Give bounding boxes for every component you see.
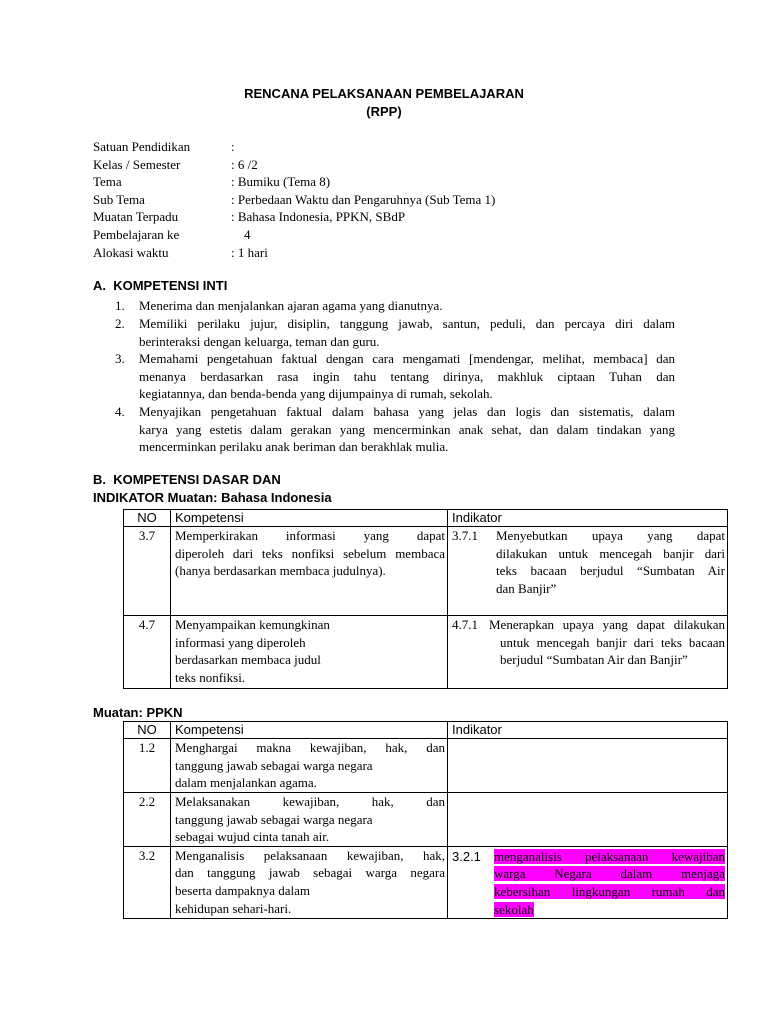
cell-line: untuk mencegah banjir dari teks bacaan [500, 634, 725, 650]
table-row [124, 616, 728, 689]
cell-line [490, 883, 727, 901]
cell-indikator [448, 846, 728, 918]
table-header-row [124, 722, 728, 739]
table-header-row [124, 510, 728, 527]
cell-line: berjudul “Sumbatan Air dan Banjir” [500, 652, 688, 668]
column-header-indikator: Indikator [448, 510, 728, 527]
section-b-subheading: INDIKATOR Muatan: Bahasa Indonesia [93, 490, 332, 505]
table-row [124, 846, 728, 918]
table-bahasa-indonesia [123, 509, 728, 689]
column-header-kompetensi: Kompetensi [171, 722, 448, 739]
column-header-indikator: Indikator [448, 722, 728, 739]
muatan-ppkn-heading: Muatan: PPKN [93, 705, 183, 720]
list-item-line: mencerminkan perilaku anak beriman dan berakhlak mulia. [139, 439, 449, 455]
indicator-number: 4.7.1 [452, 617, 478, 632]
cell-line: dan tanggung jawab sebagai warga negara [175, 865, 445, 881]
column-header-no: NO [124, 722, 171, 739]
list-item-line: kegiatannya, dan benda-benda yang dijumpainya di rumah, sekolah. [139, 386, 493, 402]
identity-value: 4 [231, 226, 251, 242]
table-ppkn [123, 721, 728, 919]
cell-line: tanggung jawab sebagai warga negara [175, 811, 373, 827]
cell-line: Menyampaikan kemungkinan [175, 617, 330, 632]
highlighted-text: kebersihan lingkungan rumah dan [494, 883, 725, 899]
indicator-number: 3.2.1 [452, 848, 481, 864]
identity-row [93, 191, 693, 209]
table-row [124, 739, 728, 793]
cell-indikator [448, 739, 728, 793]
identity-value: : 1 hari [231, 244, 268, 260]
identity-value: : Bumiku (Tema 8) [231, 174, 331, 190]
cell-line: dan Banjir” [496, 580, 557, 596]
cell-line: berdasarkan membaca judul [175, 652, 321, 668]
cell-line: Menyebutkan upaya yang dapat [496, 528, 725, 543]
list-item-number: 4. [115, 404, 125, 419]
cell-line: Memperkirakan informasi yang dapat [175, 528, 445, 543]
highlighted-text: warga Negara dalam menjaga [494, 866, 725, 882]
highlighted-text: menganalisis pelaksanaan kewajiban [494, 848, 725, 864]
cell-line: teks bacaan berjudul “Sumbatan Air [496, 563, 725, 579]
identity-value: : [231, 139, 235, 154]
identity-label: Muatan Terpadu [93, 209, 179, 225]
cell-no: 3.7 [124, 527, 171, 616]
list-item-line: Memahami pengetahuan faktual dengan cara mengamati [mendengar, melihat, membaca] dan [139, 351, 675, 366]
list-item-number: 1. [115, 298, 125, 313]
cell-no: 3.2 [124, 846, 171, 918]
list-item-line: Menerima dan menjalankan ajaran agama yang dianutnya. [139, 298, 443, 313]
list-item-line: menanya berdasarkan rasa ingin tahu tentang dirinya, makhluk ciptaan Tuhan dan [139, 368, 675, 384]
identity-row [93, 156, 693, 174]
list-item-line: Memiliki perilaku jujur, disiplin, tanggung jawab, santun, peduli, dan percaya diri dalam [139, 316, 675, 331]
document-subtitle: (RPP) [366, 104, 402, 119]
cell-no: 2.2 [124, 793, 171, 847]
cell-line: sebagai wujud cinta tanah air. [175, 829, 330, 845]
identity-row [93, 226, 693, 244]
identity-block [93, 138, 693, 261]
highlighted-text: sekolah [494, 901, 534, 917]
cell-kompetensi [171, 616, 448, 689]
section-b-heading: B. KOMPETENSI DASAR DAN [93, 472, 281, 487]
cell-no: 4.7 [124, 616, 171, 689]
identity-label: Pembelajaran ke [93, 226, 180, 242]
cell-kompetensi [171, 527, 448, 616]
column-header-no: NO [124, 510, 171, 527]
identity-label: Satuan Pendidikan [93, 139, 191, 154]
identity-value: : 6 /2 [231, 156, 258, 172]
identity-row [93, 244, 693, 262]
cell-line: (hanya berdasarkan membaca judulnya). [175, 563, 386, 579]
cell-kompetensi [171, 793, 448, 847]
cell-no: 1.2 [124, 739, 171, 793]
cell-line: Menghargai makna kewajiban, hak, dan [175, 740, 445, 755]
list-item-number: 3. [115, 351, 125, 366]
cell-line: informasi yang diperoleh [175, 634, 306, 650]
identity-value: : Bahasa Indonesia, PPKN, SBdP [231, 209, 406, 225]
cell-line [490, 901, 727, 919]
identity-row [93, 173, 693, 191]
cell-line [490, 865, 727, 883]
identity-label: Tema [93, 174, 122, 190]
column-header-kompetensi: Kompetensi [171, 510, 448, 527]
document-title: RENCANA PELAKSANAAN PEMBELAJARAN [244, 86, 524, 101]
cell-line: kehidupan sehari-hari. [175, 900, 292, 916]
cell-indikator [448, 616, 728, 689]
cell-line: tanggung jawab sebagai warga negara [175, 757, 373, 773]
cell-kompetensi [171, 739, 448, 793]
identity-row [93, 138, 693, 156]
cell-line: Melaksanakan kewajiban, hak, dan [175, 794, 445, 809]
cell-indikator [448, 793, 728, 847]
identity-row [93, 208, 693, 226]
cell-line: Menganalisis pelaksanaan kewajiban, hak, [175, 847, 445, 863]
cell-line: beserta dampaknya dalam [175, 882, 310, 898]
list-item-line: karya yang estetis dalam gerakan yang mencerminkan anak sehat, dan dalam tindakan yang [139, 421, 675, 437]
cell-indikator [448, 527, 728, 616]
list-item-number: 2. [115, 316, 125, 331]
list-item-line: Menyajikan pengetahuan faktual dalam bahasa yang jelas dan logis dan sistematis, dalam [139, 404, 675, 419]
section-a-heading: A. KOMPETENSI INTI [93, 278, 228, 293]
list-item-line: berinteraksi dengan keluarga, teman dan guru. [139, 333, 380, 349]
identity-label: Sub Tema [93, 191, 145, 207]
cell-line: dalam menjalankan agama. [175, 775, 317, 791]
table-row [124, 793, 728, 847]
indicator-number: 3.7.1 [452, 528, 478, 543]
identity-label: Kelas / Semester [93, 156, 181, 172]
cell-line [490, 848, 727, 866]
table-row [124, 527, 728, 616]
cell-line: dilakukan untuk mencegah banjir dari [496, 545, 725, 561]
identity-value: : Perbedaan Waktu dan Pengaruhnya (Sub Tema 1) [231, 191, 496, 207]
cell-line: teks nonfiksi. [175, 669, 246, 685]
cell-line: diperoleh dari teks nonfiksi sebelum membaca [175, 545, 445, 561]
cell-kompetensi [171, 846, 448, 918]
identity-label: Alokasi waktu [93, 244, 169, 260]
cell-line: Menerapkan upaya yang dapat dilakukan [489, 617, 725, 632]
